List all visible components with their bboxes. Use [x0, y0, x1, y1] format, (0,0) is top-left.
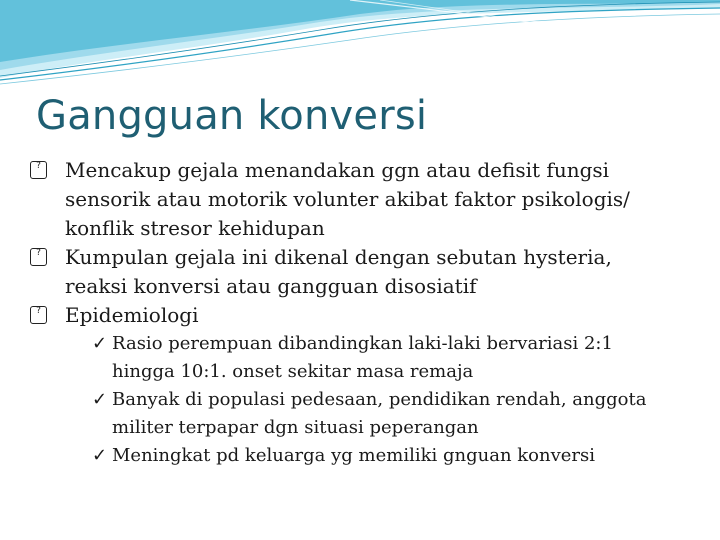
sub-bullet-item [92, 386, 680, 442]
sub-bullet-list [92, 330, 680, 470]
bullet-item [30, 301, 680, 330]
bullet-item [30, 156, 680, 243]
bullet-marker-icon: ? [30, 248, 47, 266]
sub-bullet-text: Meningkat pd keluarga yg memiliki gnguan konversi [112, 445, 596, 466]
header-wave-decoration [0, 0, 720, 90]
checkmark-icon: ✓ [92, 333, 108, 354]
bullet-text: Mencakup gejala menandakan ggn atau defisit fungsi sensorik atau motorik volunter akibat faktor psikologis/ konflik stresor kehidupan [65, 158, 630, 240]
bullet-item [30, 243, 680, 301]
slide-body [30, 156, 680, 470]
sub-bullet-text: Rasio perempuan dibandingkan laki-laki bervariasi 2:1 hingga 10:1. onset sekitar masa remaja [112, 333, 613, 382]
bullet-marker-icon: ? [30, 161, 47, 179]
checkmark-icon: ✓ [92, 389, 108, 410]
bullet-marker-icon: ? [30, 306, 47, 324]
bullet-text: Kumpulan gejala ini dikenal dengan sebutan hysteria, reaksi konversi atau gangguan disosiatif [65, 245, 612, 298]
bullet-text: Epidemiologi [65, 303, 199, 327]
sub-bullet-item [92, 330, 680, 386]
slide-title: Gangguan konversi [36, 93, 428, 139]
checkmark-icon: ✓ [92, 445, 108, 466]
sub-bullet-item [92, 442, 680, 470]
sub-bullet-text: Banyak di populasi pedesaan, pendidikan rendah, anggota militer terpapar dgn situasi peperangan [112, 389, 647, 438]
